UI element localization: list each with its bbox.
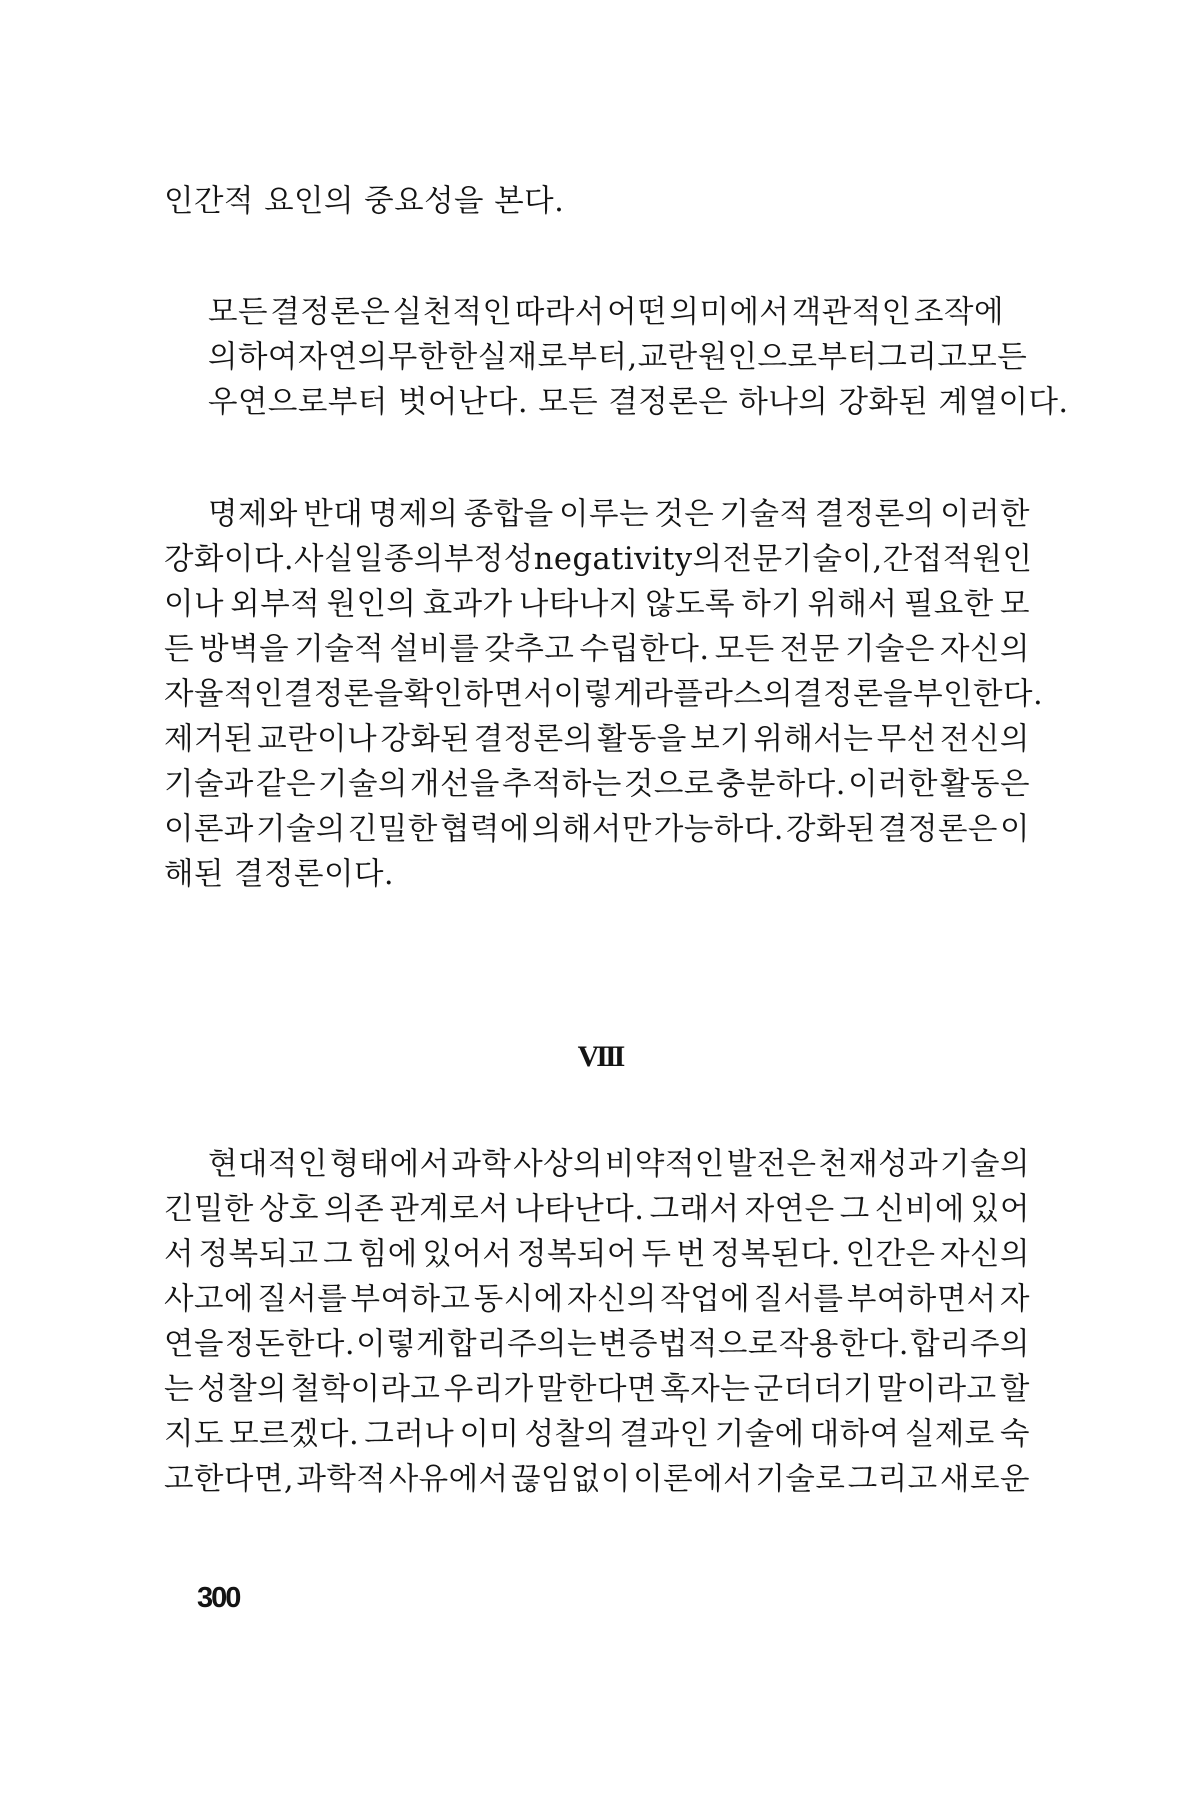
- word: negativity의: [533, 542, 723, 577]
- word: 부인한다.: [913, 677, 1044, 712]
- word: 인간은: [845, 1237, 936, 1272]
- word: 이나: [164, 587, 224, 622]
- word: 반대: [303, 497, 364, 532]
- word: 것으로: [623, 767, 714, 802]
- word: 전문: [779, 632, 840, 667]
- word: 이렇게: [356, 1327, 447, 1362]
- word: 사실: [294, 542, 354, 577]
- word: 어떤: [607, 295, 668, 330]
- word: 이: [999, 812, 1030, 847]
- word: 나타난다.: [514, 1192, 645, 1227]
- word: 않도록: [645, 587, 735, 622]
- word: 그래서: [649, 1192, 740, 1227]
- paragraph-line: [164, 675, 1044, 715]
- paragraph-line: [208, 495, 1030, 535]
- word: 기술적: [719, 497, 810, 532]
- word: 같은: [255, 767, 316, 802]
- paragraph-line: [164, 585, 1030, 625]
- word: 이론과: [164, 812, 254, 847]
- word: 전문: [722, 542, 783, 577]
- word: 교란: [637, 340, 698, 375]
- quote-line: [208, 293, 1004, 333]
- word: 긴밀한: [164, 1192, 254, 1227]
- word: 번: [676, 1237, 707, 1272]
- word: 원인: [972, 542, 1033, 577]
- word: 자신의: [940, 1237, 1030, 1272]
- paragraph-line: [164, 1460, 1030, 1500]
- word: 강화된: [380, 722, 471, 757]
- word: 결정론을: [283, 677, 404, 712]
- word: 성찰의: [197, 1372, 288, 1407]
- word: 위해서: [807, 587, 898, 622]
- word: 긴밀한: [347, 812, 438, 847]
- word: 자연은: [744, 1192, 835, 1227]
- word: 그리고: [847, 1462, 938, 1497]
- word: 종합을: [463, 497, 554, 532]
- word: 협력에: [439, 812, 530, 847]
- word: 위해서는: [753, 722, 874, 757]
- word: 사유에서: [388, 1462, 509, 1497]
- word: 과학적: [296, 1462, 387, 1497]
- word: 신비에: [874, 1192, 965, 1227]
- word: 현대적인: [208, 1147, 328, 1182]
- word: 자율적인: [164, 677, 284, 712]
- word: 가능하다.: [653, 812, 784, 847]
- word: 연을: [164, 1327, 224, 1362]
- word: 무선: [876, 722, 937, 757]
- word: 무한한: [387, 340, 478, 375]
- word: 상호: [259, 1192, 320, 1227]
- paragraph-line: [164, 810, 1030, 850]
- word: 명제와: [208, 497, 298, 532]
- word: 기술에: [714, 1417, 805, 1452]
- word: 그: [839, 1192, 870, 1227]
- word: 결과인: [619, 1417, 710, 1452]
- word: 자: [1000, 1282, 1030, 1317]
- word: 라플라스의: [643, 677, 794, 712]
- word: 사상의: [513, 1147, 604, 1182]
- word: 필요한: [903, 587, 994, 622]
- word: 혹자는: [660, 1372, 751, 1407]
- word: 이렇게: [553, 677, 644, 712]
- word: 확인하면서: [403, 677, 554, 712]
- word: 모든: [208, 295, 268, 330]
- word: 기술이,: [782, 542, 883, 577]
- word: 의하여: [208, 340, 298, 375]
- word: 일종의: [353, 542, 444, 577]
- word: 기술로: [755, 1462, 846, 1497]
- paragraph-line: [164, 1370, 1030, 1410]
- word: 자연의: [297, 340, 388, 375]
- word: 기술의: [940, 1147, 1030, 1182]
- word: 천재성과: [818, 1147, 939, 1182]
- word: 충분하다.: [715, 767, 846, 802]
- word: 이론에서: [633, 1462, 754, 1497]
- word: 갖추고: [484, 632, 575, 667]
- paragraph-line: [164, 1415, 1030, 1455]
- word: 그: [323, 1237, 354, 1272]
- word: 말이라고: [876, 1372, 997, 1407]
- word: 서: [164, 1237, 194, 1272]
- word: 전신의: [940, 722, 1030, 757]
- word: 결정론의: [473, 722, 594, 757]
- paragraph-line: [164, 1280, 1030, 1320]
- word: 실재로부터,: [477, 340, 638, 375]
- word: 이러한: [848, 767, 938, 802]
- word: 말한다면: [537, 1372, 657, 1407]
- word: 정복되고: [198, 1237, 319, 1272]
- word: 자신의: [940, 632, 1030, 667]
- word: 이러한: [940, 497, 1030, 532]
- word: 의해서만: [531, 812, 652, 847]
- word: 모든: [967, 340, 1028, 375]
- word: 강화이다.: [164, 542, 295, 577]
- word: 합리주의는: [447, 1327, 597, 1362]
- word: 결정론의: [814, 497, 935, 532]
- word: 하기: [741, 587, 802, 622]
- word: 우리가: [443, 1372, 534, 1407]
- word: 합리주의: [910, 1327, 1030, 1362]
- word: 부여하고: [350, 1282, 471, 1317]
- word: 결정론을: [793, 677, 914, 712]
- word: 과학: [451, 1147, 512, 1182]
- paragraph-line: [208, 1145, 1030, 1185]
- word: 수립한다.: [579, 632, 710, 667]
- word: 모: [1000, 587, 1030, 622]
- word: 는: [164, 1372, 194, 1407]
- word: 있어서: [422, 1237, 513, 1272]
- word: 정복되어: [516, 1237, 637, 1272]
- word: 결정론은: [270, 295, 391, 330]
- word: 그러나: [364, 1417, 455, 1452]
- word: 개선을: [410, 767, 500, 802]
- word: 그리고: [877, 340, 968, 375]
- word: 질서를: [257, 1282, 348, 1317]
- word: 것은: [654, 497, 715, 532]
- paragraph-line: 해된 결정론이다.: [164, 857, 395, 892]
- word: 활동을: [596, 722, 687, 757]
- continuation-line: 인간적 요인의 중요성을 본다.: [164, 184, 565, 219]
- word: 나타나지: [518, 587, 639, 622]
- word: 자신의: [567, 1282, 657, 1317]
- word: 사고에: [164, 1282, 254, 1317]
- word: 명제의: [368, 497, 459, 532]
- word: 성찰의: [524, 1417, 615, 1452]
- word: 따라서: [514, 295, 605, 330]
- word: 군더더기: [753, 1372, 874, 1407]
- word: 발전은: [726, 1147, 817, 1182]
- word: 새로운: [940, 1462, 1030, 1497]
- word: 지도: [164, 1417, 224, 1452]
- word: 방벽을: [199, 632, 290, 667]
- word: 이미: [459, 1417, 520, 1452]
- word: 객관적인: [791, 295, 912, 330]
- word: 할: [999, 1372, 1030, 1407]
- word: 모르겠다.: [229, 1417, 360, 1452]
- word: 동시에: [473, 1282, 564, 1317]
- word: 모든: [714, 632, 775, 667]
- word: 질서를: [753, 1282, 844, 1317]
- word: 형태에서: [329, 1147, 450, 1182]
- word: 정돈한다.: [225, 1327, 356, 1362]
- word: 이루는: [559, 497, 649, 532]
- paragraph-line: [164, 540, 1033, 580]
- word: 원인으로부터: [697, 340, 878, 375]
- word: 결정론은: [878, 812, 998, 847]
- word: 힘에: [357, 1237, 418, 1272]
- word: 보기: [690, 722, 751, 757]
- paragraph-line: [164, 720, 1030, 760]
- word: 의미에서: [669, 295, 790, 330]
- word: 비약적인: [604, 1147, 725, 1182]
- quote-line: [208, 338, 1028, 378]
- word: 기술과: [164, 767, 254, 802]
- word: 실제로: [904, 1417, 995, 1452]
- paragraph-line: [164, 1190, 1030, 1230]
- word: 의존: [324, 1192, 385, 1227]
- word: 두: [641, 1237, 672, 1272]
- word: 있어: [970, 1192, 1030, 1227]
- word: 활동은: [940, 767, 1030, 802]
- word: 기술의: [318, 767, 408, 802]
- word: 기술적: [294, 632, 385, 667]
- word: 변증법적으로: [598, 1327, 778, 1362]
- word: 기술은: [844, 632, 935, 667]
- word: 든: [164, 632, 194, 667]
- word: 작업에: [660, 1282, 751, 1317]
- word: 추적하는: [501, 767, 622, 802]
- paragraph-line: [164, 630, 1030, 670]
- word: 실천적인: [392, 295, 513, 330]
- word: 간접적: [882, 542, 973, 577]
- word: 끊임없이: [510, 1462, 631, 1497]
- word: 외부적: [230, 587, 321, 622]
- paragraph-line: [164, 1235, 1030, 1275]
- word: 교란이나: [257, 722, 378, 757]
- paragraph-line: [164, 1325, 1030, 1365]
- word: 기술의: [255, 812, 346, 847]
- word: 고한다면,: [164, 1462, 295, 1497]
- section-heading: VIII: [577, 1040, 623, 1073]
- quote-line: 우연으로부터 벗어난다. 모든 결정론은 하나의 강화된 계열이다.: [208, 385, 1069, 420]
- word: 제거된: [164, 722, 254, 757]
- word: 숙: [999, 1417, 1030, 1452]
- word: 조작에: [914, 295, 1004, 330]
- paragraph-line: [164, 765, 1030, 805]
- word: 관계로서: [389, 1192, 510, 1227]
- word: 강화된: [786, 812, 876, 847]
- word: 부여하면서: [846, 1282, 997, 1317]
- word: 원인의: [326, 587, 417, 622]
- word: 대하여: [809, 1417, 900, 1452]
- word: 철학이라고: [290, 1372, 441, 1407]
- word: 정복된다.: [710, 1237, 841, 1272]
- word: 설비를: [389, 632, 480, 667]
- word: 효과가: [422, 587, 513, 622]
- word: 부정성: [443, 542, 534, 577]
- page-number: 300: [197, 1582, 240, 1614]
- word: 작용한다.: [778, 1327, 909, 1362]
